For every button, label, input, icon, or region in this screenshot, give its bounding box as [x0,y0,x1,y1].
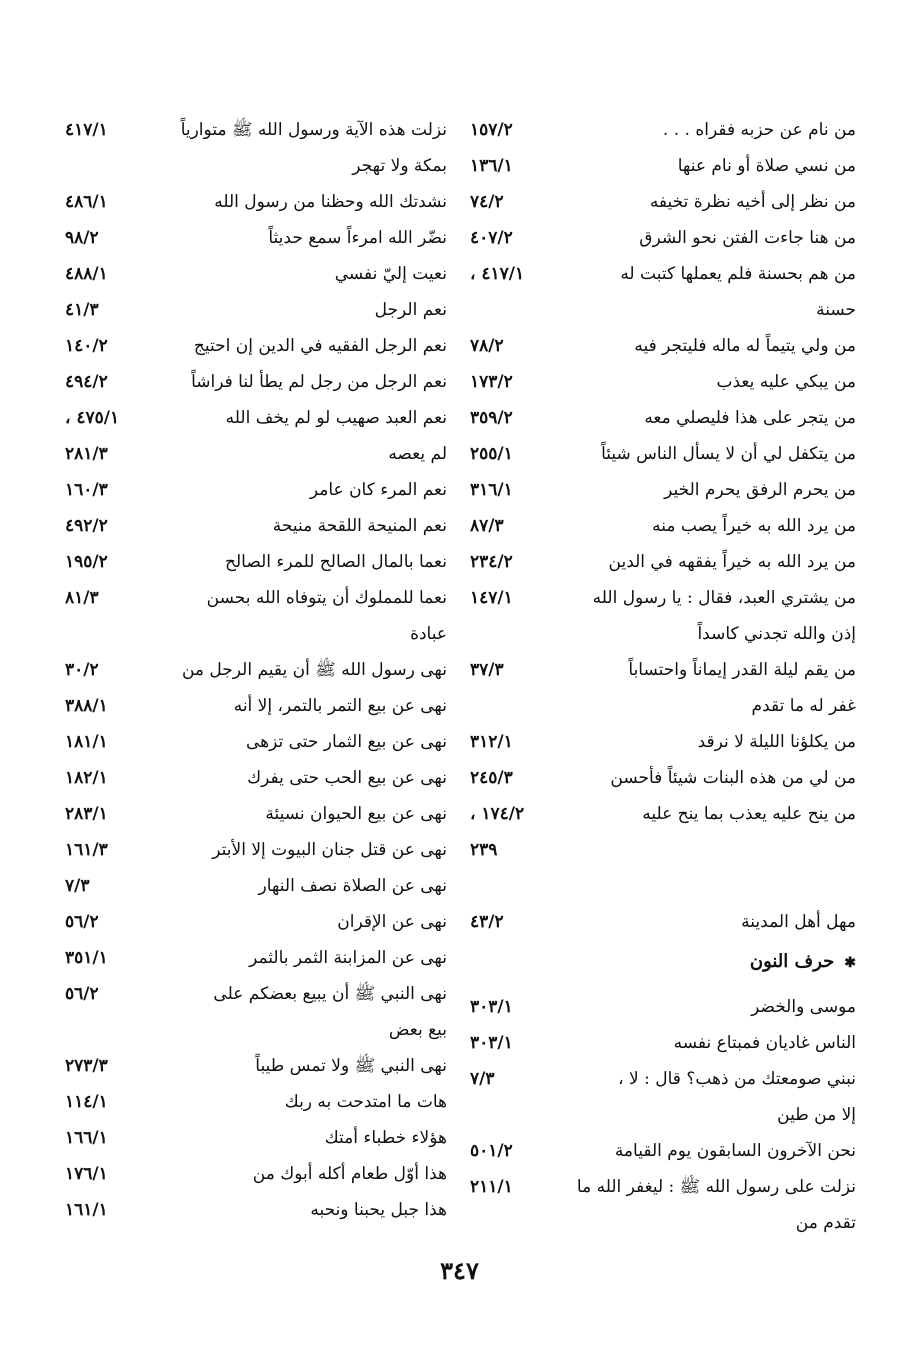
entry-text: هات ما امتدحت به ربك [284,1092,447,1112]
index-entry [470,904,870,940]
entry-reference: ٣٨٨/١ [65,696,108,716]
index-entry [470,760,870,796]
entry-reference: ٤٠٧/٢ [470,228,513,248]
entry-reference: ٣٠٣/١ [470,1033,513,1053]
entry-text: نحن الآخرون السابقون يوم القيامة [614,1141,856,1161]
index-entry [470,1133,870,1169]
entry-text: نعم الرجل [374,300,447,320]
entry-reference: ٤٨٨/١ [65,264,108,284]
entry-continuation: بيع بعض [388,1020,447,1040]
spacer [470,868,870,904]
entry-reference: ٤٧٥/١ ، [65,408,120,428]
index-entry [65,1084,455,1120]
section-heading [470,944,870,981]
entry-reference-cont: ٢٣٩ [470,840,498,860]
entry-text: نهى عن قتل جنان البيوت إلا الأبتر [212,840,447,860]
index-entry [470,184,870,220]
entry-text: نعيت إليّ نفسي [334,264,447,284]
entry-reference: ١٦١/١ [65,1200,108,1220]
index-entry [65,1192,455,1228]
entry-text: نهى عن الإقران [337,912,447,932]
index-entry [65,724,455,760]
index-entry [470,796,870,832]
entry-reference: ٣٥٩/٢ [470,408,513,428]
entry-reference: ١٧٤/٢ ، [470,804,525,824]
index-entry [65,112,455,148]
index-entry [65,256,455,292]
entry-text: نعما بالمال الصالح للمرء الصالح [225,552,447,572]
entry-reference: ٧/٣ [65,876,90,896]
entry-reference: ٢٥٥/١ [470,444,513,464]
entry-reference: ١٣٦/١ [470,156,513,176]
index-entry [470,364,870,400]
section-title: حرف النون [749,951,835,972]
entry-reference: ٢٣٤/٢ [470,552,513,572]
entry-reference: ٣٥١/١ [65,948,108,968]
entry-reference: ٨٧/٣ [470,516,504,536]
entry-text: نهى عن المزابنة الثمر بالثمر [249,948,447,968]
entry-text: من يرد الله به خيراً يفقهه في الدين [608,552,856,572]
index-entry [65,940,455,976]
entry-reference: ٧٨/٢ [470,336,504,356]
entry-reference: ١٦٦/١ [65,1128,108,1148]
index-entry [65,400,455,436]
entry-text: نعم المرء كان عامر [309,480,447,500]
entry-text: من نام عن حزبه فقراه . . . [662,120,856,140]
entry-text: من يكلؤنا الليلة لا نرقد [697,732,856,752]
entry-reference: ٤٨٦/١ [65,192,108,212]
entry-text: نهى النبي ﷺ ولا تمس طيباً [255,1056,447,1076]
index-entry [470,472,870,508]
entry-reference: ١٤٠/٢ [65,336,108,356]
entry-text: من يتجر على هذا فليصلي معه [644,408,856,428]
entry-reference: ٧٤/٢ [470,192,504,212]
entry-text: من ولي يتيماً له ماله فليتجر فيه [634,336,856,356]
star-icon: ✱ [844,955,856,971]
entry-reference: ٢٤٥/٣ [470,768,513,788]
entry-reference: ٥٠١/٢ [470,1141,513,1161]
entry-text: هذا أوّل طعام أكله أبوك من [252,1164,447,1184]
entry-reference: ٤١/٣ [65,300,99,320]
index-entry [470,508,870,544]
entry-reference: ١٨١/١ [65,732,108,752]
entry-reference: ١٩٥/٢ [65,552,108,572]
entry-text: نهى عن بيع الحب حتى يفرك [247,768,447,788]
entry-reference: ٣١٦/١ [470,480,513,500]
entry-text: من يقم ليلة القدر إيماناً واحتساباً [628,660,856,680]
index-entry-cont [470,832,870,868]
entry-continuation: إلا من طين [777,1105,856,1125]
index-entry [470,652,870,688]
entry-reference: ٤٣/٢ [470,912,504,932]
entry-text: موسى والخضر [751,997,856,1017]
index-entry [65,904,455,940]
entry-text: من نسي صلاة أو نام عنها [677,156,856,176]
entry-text: مهل أهل المدينة [741,912,856,932]
index-entry [65,472,455,508]
index-entry [65,508,455,544]
index-entry [470,220,870,256]
index-entry [65,652,455,688]
entry-text: من يشتري العبد، فقال : يا رسول الله [592,588,856,608]
entry-text: نزلت هذه الآية ورسول الله ﷺ متوارياً [180,120,447,140]
entry-text: من لي من هذه البنات شيئاً فأحسن [610,768,856,788]
entry-text: نعم العبد صهيب لو لم يخف الله [225,408,447,428]
entry-continuation: عبادة [410,624,447,644]
entry-text: نعم الرجل من رجل لم يطأ لنا فراشاً [191,372,447,392]
index-entry [65,832,455,868]
entry-reference: ٢٧٣/٣ [65,1056,108,1076]
entry-text: من هنا جاءت الفتن نحو الشرق [639,228,856,248]
index-entry [470,436,870,472]
index-entry [65,976,455,1012]
entry-text: من نظر إلى أخيه نظرة تخيفه [649,192,856,212]
entry-reference: ١٨٢/١ [65,768,108,788]
entry-reference: ٢٨١/٣ [65,444,108,464]
entry-reference: ٣١٢/١ [470,732,513,752]
page-number: ٣٤٧ [440,1256,479,1285]
index-entry [65,1156,455,1192]
index-entry [470,148,870,184]
index-entry [65,436,455,472]
entry-continuation: تقدم من [795,1213,856,1233]
index-entry [65,364,455,400]
index-entry [65,1120,455,1156]
entry-text: نهى عن الصلاة نصف النهار [258,876,447,896]
entry-text: هذا جبل يحبنا ونحبه [310,1200,447,1220]
index-entry [65,544,455,580]
entry-continuation: حسنة [816,300,856,320]
entry-reference: ٨١/٣ [65,588,99,608]
entry-text: الناس غاديان فمبتاع نفسه [673,1033,856,1053]
entry-text: هؤلاء خطباء أمتك [324,1128,447,1148]
index-entry [470,544,870,580]
entry-reference: ٤١٧/١ ، [470,264,525,284]
index-entry [470,580,870,616]
entry-reference: ٣٧/٣ [470,660,504,680]
index-entry [65,868,455,904]
entry-reference: ٢١١/١ [470,1177,513,1197]
entry-text: من يحرم الرفق يحرم الخير [664,480,856,500]
entry-text: نهى عن بيع الحيوان نسيئة [265,804,447,824]
entry-reference: ١٤٧/١ [470,588,513,608]
entry-text: نهى رسول الله ﷺ أن يقيم الرجل من [181,660,447,680]
entry-reference: ٧/٣ [470,1069,495,1089]
entry-reference: ٤٩٢/٢ [65,516,108,536]
entry-text: من يتكفل لي أن لا يسأل الناس شيئاً [601,444,856,464]
index-entry [65,220,455,256]
entry-text: نزلت على رسول الله ﷺ : ليغفر الله ما [576,1177,856,1197]
index-entry [470,256,870,292]
entry-text: من هم بحسنة فلم يعملها كتبت له [620,264,856,284]
entry-text: نعم الرجل الفقيه في الدين إن احتيج [193,336,447,356]
entry-continuation: إذن والله تجدني كاسداً [697,624,856,644]
entry-text: نهى عن بيع التمر بالتمر، إلا أنه [233,696,447,716]
entry-continuation: غفر له ما تقدم [751,696,856,716]
entry-text: نهى النبي ﷺ أن يبيع بعضكم على [213,984,447,1004]
entry-text: من يرد الله به خيراً يصب منه [652,516,856,536]
entry-text: نشدتك الله وحظنا من رسول الله [214,192,447,212]
entry-reference: ٣٠/٢ [65,660,99,680]
entry-reference: ٥٦/٢ [65,912,99,932]
index-entry [470,989,870,1025]
entry-reference: ١٥٧/٢ [470,120,513,140]
index-entry [470,328,870,364]
entry-reference: ٤١٧/١ [65,120,108,140]
entry-text: لم يعصه [388,444,447,464]
index-entry [470,400,870,436]
entry-reference: ٩٨/٢ [65,228,99,248]
entry-text: نضّر الله امرءاً سمع حديثاً [268,228,447,248]
index-entry [65,292,455,328]
entry-text: من يبكي عليه يعذب [716,372,856,392]
entry-text: نعما للمملوك أن يتوفاه الله بحسن [206,588,447,608]
left-column [65,112,455,1228]
index-entry [65,688,455,724]
entry-reference: ١٦١/٣ [65,840,108,860]
index-entry [470,1025,870,1061]
entry-reference: ٥٦/٢ [65,984,99,1004]
index-entry [470,1169,870,1205]
entry-text: من ينح عليه يعذب بما ينح عليه [642,804,856,824]
entry-reference: ٣٠٣/١ [470,997,513,1017]
index-entry [65,760,455,796]
index-entry [65,328,455,364]
index-entry [65,796,455,832]
index-entry [65,1048,455,1084]
entry-reference: ١٧٦/١ [65,1164,108,1184]
entry-text: نعم المنيحة اللقحة منيحة [272,516,447,536]
right-column [470,112,870,1241]
index-entry [65,580,455,616]
entry-continuation: بمكة ولا تهجر [352,156,447,176]
entry-text: نهى عن بيع الثمار حتى تزهى [245,732,447,752]
index-entry [470,112,870,148]
index-entry [470,724,870,760]
entry-reference: ٤٩٤/٢ [65,372,108,392]
index-entry [65,184,455,220]
entry-reference: ١٦٠/٣ [65,480,108,500]
entry-reference: ١١٤/١ [65,1092,108,1112]
entry-text: نبني صومعتك من ذهب؟ قال : لا ، [618,1069,856,1089]
entry-reference: ١٧٣/٢ [470,372,513,392]
entry-reference: ٢٨٣/١ [65,804,108,824]
index-entry [470,1061,870,1097]
